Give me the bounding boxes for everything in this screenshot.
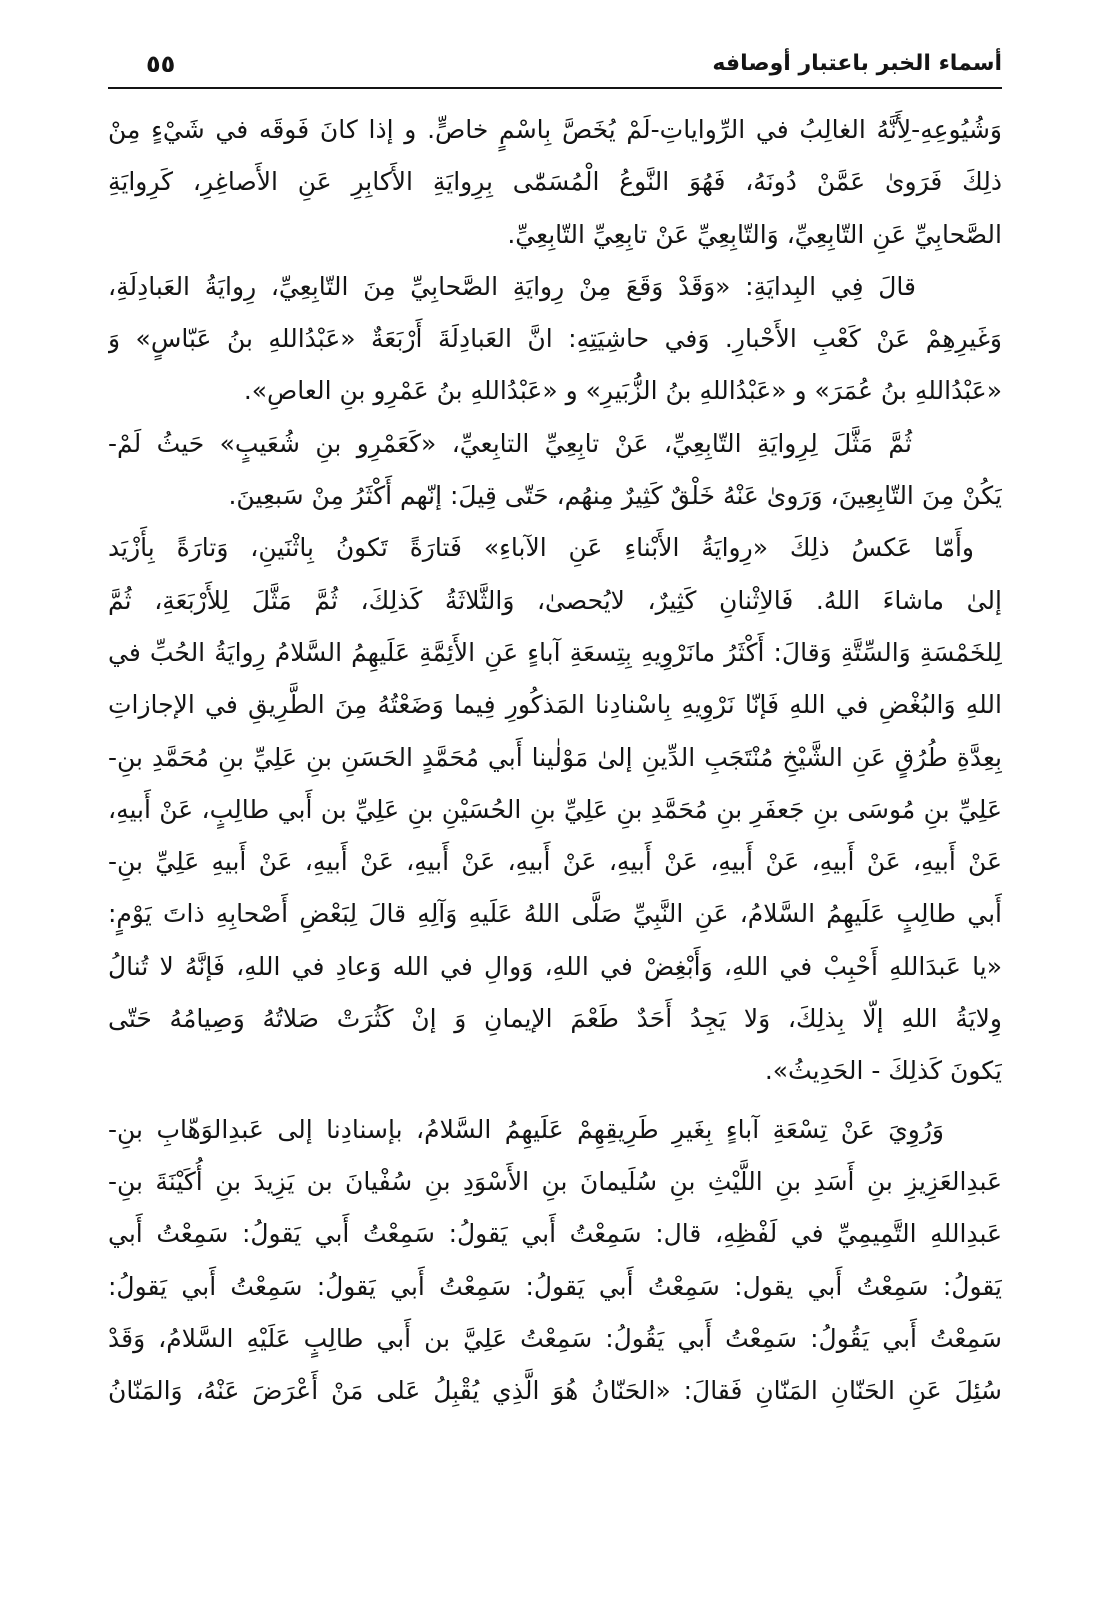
body-text [108, 104, 1002, 1417]
text-line: الصَّحابِيِّ عَنِ التّابِعِيِّ، وَالتّابِعِيِّ عَنْ تابِعِيِّ التّابِعِيِّ. [507, 219, 1002, 249]
text-line: يَقولُ: سَمِعْتُ أَبي يقول: سَمِعْتُ أَبي يَقولُ: سَمِعْتُ أَبي يَقولُ: سَمِعْتُ أَبي يَقولُ: [108, 1271, 1002, 1301]
text-line: «عَبْدُاللهِ بنُ عُمَرَ» و «عَبْدُاللهِ بنُ الزُّبَيرِ» و «عَبْدُاللهِ بنُ عَمْرِو بنِ العاصِ». [243, 376, 1002, 406]
text-line: وَشُيُوعِهِ-لِأَنَّهُ الغالِبُ في الرِّواياتِ-لَمْ يُخَصَّ بِاسْمٍ خاصٍّ. و إذا كانَ فَوقَه في شَيْءٍ مِنْ [108, 115, 1002, 144]
text-line: قالَ فِي البِدايَةِ: «وَقَدْ وَقَعَ مِنْ رِوايَةِ الصَّحابِيِّ مِنَ التّابِعِيِّ، رِوايَةُ العَبادِلَةِ، [108, 271, 916, 301]
text-line: «يا عَبدَاللهِ أَحْبِبْ في اللهِ، وَأَبْغِضْ في اللهِ، وَوالِ في الله وَعادِ في اللهِ، فَإنَّهُ لا تُنالُ [108, 951, 1002, 981]
text-line: اللهِ وَالبُغْضِ في اللهِ فَإنّا نَرْوِيهِ بِاسْنادِنا المَذكُورِ فِيما وَضَعْتُهُ مِنَ الطَّرِيقِ في الإجازاتِ [108, 690, 1002, 720]
paragraph [108, 418, 1002, 523]
text-line: وِلايَةُ اللهِ إلّا بِذلِكَ، وَلا يَجِدُ أَحَدٌ طَعْمَ الإيمانِ وَ إنْ كَثُرَتْ صَلاتُهُ وَصِيامُهُ حَتّى [108, 1004, 1002, 1034]
header-rule [108, 87, 1002, 89]
text-line: وَرُوِيَ عَنْ تِسْعَةِ آباءٍ بِغَيرِ طَرِيقِهِمْ عَلَيهِمُ السَّلامُ، بإسنادِنا إلى عَبدِالوَهّابِ بنِ- [108, 1114, 944, 1144]
text-line: عَلِيِّ بنِ مُوسَى بنِ جَعفَرِ بنِ مُحَمَّدِ بنِ عَلِيِّ بنِ الحُسَيْنِ بنِ عَلِيِّ بن أَبي طالِبٍ، عَنْ أَبيهِ، [108, 794, 1002, 824]
text-line: أَبي طالِبٍ عَلَيهِمُ السَّلامُ، عَنِ النَّبِيِّ صَلَّى اللهُ عَلَيهِ وَآلِهِ قالَ لِبَعْضِ أَصْحابِهِ ذاتَ يَوْمٍ: [108, 899, 1002, 929]
text-line: سُئِلَ عَنِ الحَنّانِ المَنّانِ فَقالَ: «الحَنّانُ هُوَ الَّذِي يُقْبِلُ عَلى مَنْ أَعْرَضَ عَنْهُ، وَالمَنّانُ [108, 1376, 1002, 1406]
running-header [108, 40, 1002, 84]
text-line: وَغَيرِهِمْ عَنْ كَعْبِ الأَحْبارِ. وَفي حاشِيَتِهِ: انَّ العَبادِلَةَ أَرْبَعَةٌ «عَبْدُاللهِ بنُ عَبّاسٍ» وَ [108, 324, 1002, 354]
text-line: سَمِعْتُ أَبي يَقُولُ: سَمِعْتُ أَبي يَقُولُ: سَمِعْتُ عَلِيَّ بن أَبي طالِبٍ عَلَيْهِ السَّلامُ، وَقَدْ [108, 1323, 1002, 1353]
text-line: إلىٰ ماشاءَ اللهُ. فَالاِثْنانِ كَثِيرٌ، لايُحصىٰ، وَالثَّلاثَةُ كَذلِكَ، ثُمَّ مَثَّلَ لِلأَرْبَعَةِ، ثُمَّ [108, 585, 1002, 615]
text-line: عَنْ أَبيهِ، عَنْ أَبيهِ، عَنْ أَبيهِ، عَنْ أَبيهِ، عَنْ أَبيهِ، عَنْ أَبيهِ، عَنْ أَبيهِ، عَنْ أَبيهِ عَلِيِّ بنِ- [108, 847, 1002, 877]
text-line: يَكُنْ مِنَ التّابِعِينَ، وَرَوىٰ عَنْهُ خَلْقٌ كَثِيرٌ مِنهُم، حَتّى قِيلَ: إنّهم أَكْثَرُ مِنْ سَبعِينَ. [228, 481, 1002, 511]
text-line: ثُمَّ مَثَّلَ لِرِوايَةِ التّابِعِيِّ، عَنْ تابِعِيِّ التابِعيِّ، «كَعَمْرِو بنِ شُعَيبٍ» حَيثُ لَمْ- [108, 428, 912, 458]
paragraph [108, 261, 1002, 418]
paragraph [108, 1104, 1002, 1418]
text-line: ذلِكَ فَرَوىٰ عَمَّنْ دُونَهُ، فَهُوَ النَّوعُ الْمُسَمّٰى بِرِوايَةِ الأَكابِرِ عَنِ الأَصاغِرِ، كَرِوايَةِ [108, 167, 1002, 197]
text-line: عَبدِاللهِ التَّمِيمِيِّ في لَفْظِهِ، قال: سَمِعْتُ أَبي يَقولُ: سَمِعْتُ أَبي يَقولُ: سَمِعْتُ أَبي [108, 1219, 1002, 1249]
page-number: ٥٥ [146, 50, 176, 78]
text-line: بِعِدَّةِ طُرُقٍ عَنِ الشَّيْخِ مُنْتَجَبِ الدِّينِ إلىٰ مَوْلٰينا أَبي مُحَمَّدٍ الحَسَنِ بنِ عَلِيِّ بنِ مُحَمَّدِ بنِ- [108, 742, 1002, 772]
text-line: عَبدِالعَزِيزِ بنِ أَسَدِ بنِ اللَّيْثِ بنِ سُلَيمانَ بنِ الأَسْوَدِ بنِ سُفْيانَ بن يَزِيدَ بنِ أُكَيْنَةَ بنِ- [108, 1166, 1002, 1196]
text-line: لِلخَمْسَةِ وَالسِّتَّةِ وَقالَ: أَكْثَرُ مانَرْوِيهِ بِتِسعَةِ آباءٍ عَنِ الأَئِمَّةِ عَلَيهِمُ السَّلامُ رِوايَةُ الحُبِّ في [108, 637, 1002, 667]
text-line: يَكونَ كَذلِكَ - الحَدِيثُ». [764, 1056, 1002, 1086]
page-title: أسماء الخبر باعتبار أوصافه [712, 51, 1002, 76]
text-line: وأَمّا عَكسُ ذلِكَ «رِوايَةُ الأَبْناءِ عَنِ الآباءِ» فَتارَةً تَكونُ بِاثْنَينِ، وَتارَةً بِأَزْيَد [108, 533, 974, 563]
paragraph [108, 104, 1002, 261]
paragraph [108, 522, 1002, 1097]
